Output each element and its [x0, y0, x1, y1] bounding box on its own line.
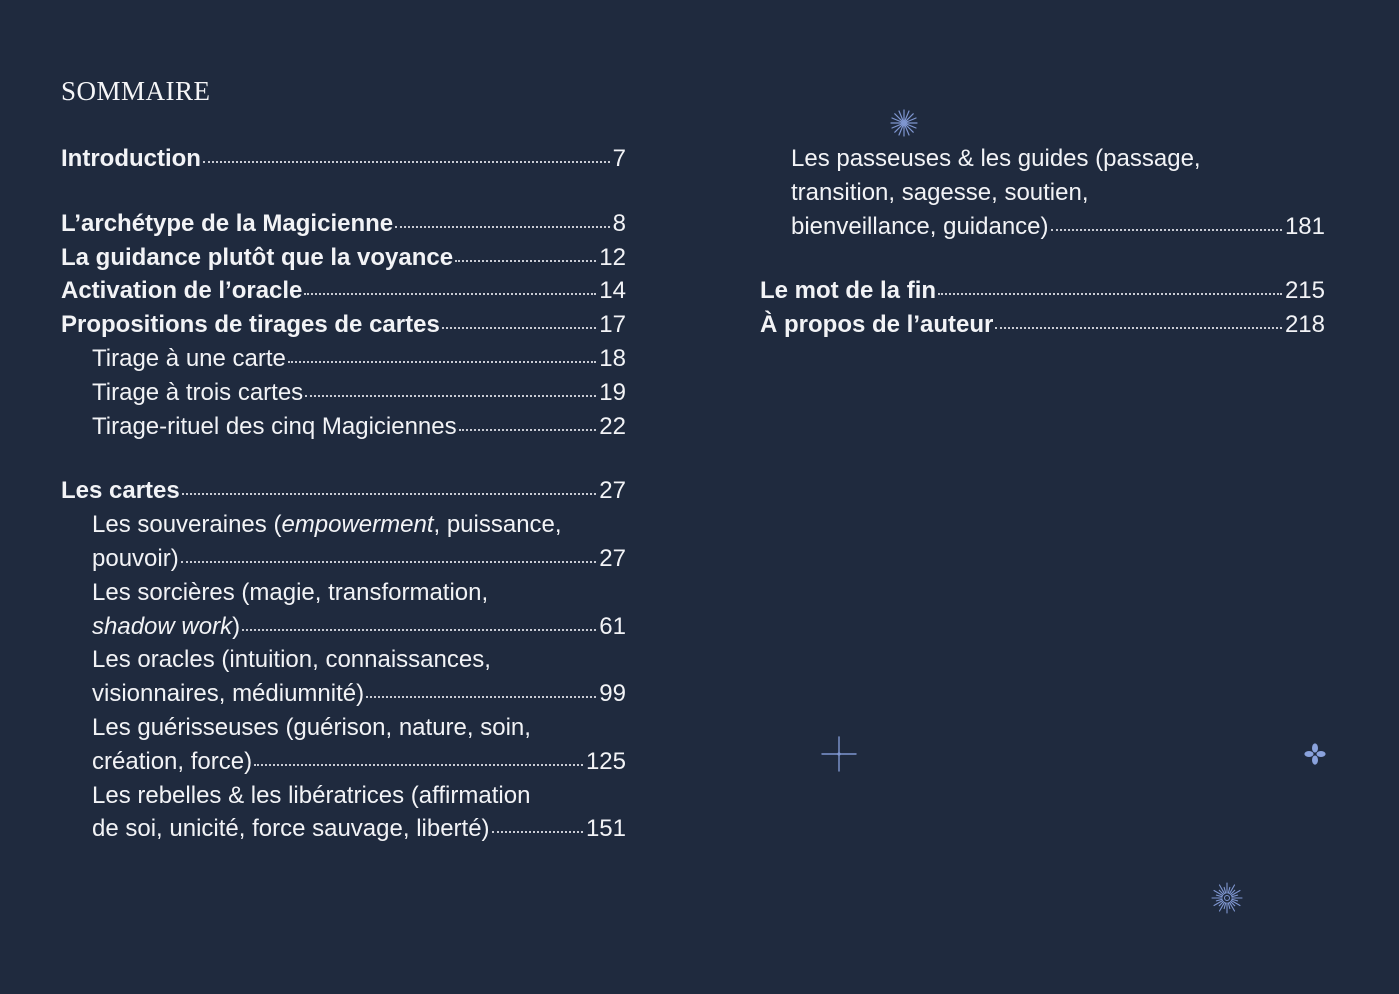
toc-label-line1: Les rebelles & les libératrices (affirmation: [92, 781, 531, 809]
toc-label: Propositions de tirages de cartes: [61, 311, 440, 339]
leader-dots: [288, 361, 596, 363]
toc-label-line2: visionnaires, médiumnité): [92, 680, 365, 708]
page-number: 22: [599, 412, 626, 440]
toc-entry-a-propos[interactable]: [760, 308, 1325, 342]
toc-entry-oracles[interactable]: [61, 643, 626, 711]
toc-label-line2: pouvoir): [92, 544, 179, 572]
leader-dots: [242, 629, 596, 631]
toc-label: Tirage à trois cartes: [92, 378, 304, 406]
toc-label: Activation de l’oracle: [61, 277, 303, 305]
leader-dots: [254, 764, 583, 766]
leader-dots: [366, 696, 596, 698]
leader-dots: [455, 260, 596, 262]
toc-entry-tirage-rituel[interactable]: [61, 410, 626, 444]
page-number: 27: [599, 477, 626, 505]
page-number: 151: [585, 815, 626, 843]
toc-label-line1: Les guérisseuses (guérison, nature, soin,: [92, 713, 531, 741]
leader-dots: [492, 831, 583, 833]
page-number: 99: [599, 680, 626, 708]
page-number: 12: [599, 243, 626, 271]
toc-entry-tirage-trois-cartes[interactable]: [61, 376, 626, 410]
toc-label: Tirage-rituel des cinq Magiciennes: [92, 412, 457, 440]
toc-left-column: [61, 142, 626, 846]
toc-label-line1: Les souveraines (empowerment, puissance,: [92, 511, 562, 539]
page-title: SOMMAIRE: [61, 76, 211, 106]
toc-label-line3: bienveillance, guidance): [791, 212, 1049, 240]
toc-entry-introduction[interactable]: [61, 142, 626, 176]
page-number: 27: [599, 544, 626, 572]
toc-entry-mot-de-la-fin[interactable]: [760, 274, 1325, 308]
toc-label: Tirage à une carte: [92, 344, 286, 372]
toc-label: Introduction: [61, 145, 201, 172]
page-number: 8: [612, 209, 626, 237]
toc-label-line2: transition, sagesse, soutien,: [791, 178, 1089, 206]
sunburst-icon: [1210, 881, 1244, 915]
page-number: 14: [599, 277, 626, 305]
toc-label: L’archétype de la Magicienne: [61, 209, 394, 237]
page-number: 181: [1284, 212, 1325, 240]
page-number: 61: [599, 612, 626, 640]
leader-dots: [181, 561, 597, 563]
toc-entry-rebelles[interactable]: [61, 779, 626, 847]
toc-entry-guidance[interactable]: [61, 241, 626, 275]
leader-dots: [395, 226, 610, 228]
page-number: 7: [612, 145, 626, 172]
four-point-star-icon: [821, 736, 857, 772]
leader-dots: [459, 429, 597, 431]
leader-dots: [442, 327, 597, 329]
leader-dots: [203, 161, 610, 163]
toc-label: La guidance plutôt que la voyance: [61, 243, 454, 271]
leader-dots: [995, 327, 1282, 329]
toc-label: Les cartes: [61, 477, 180, 505]
toc-entry-archetype[interactable]: [61, 207, 626, 241]
toc-label-line1: Les sorcières (magie, transformation,: [92, 578, 489, 606]
page-number: 215: [1284, 277, 1325, 305]
toc-label: Le mot de la fin: [760, 277, 937, 305]
toc-label-line2: shadow work): [92, 612, 241, 640]
toc-entry-les-cartes[interactable]: [61, 474, 626, 508]
toc-label: À propos de l’auteur: [760, 311, 994, 339]
toc-label-line2: création, force): [92, 747, 253, 775]
leader-dots: [304, 293, 596, 295]
starburst-icon: [889, 108, 919, 138]
toc-label-line2: de soi, unicité, force sauvage, liberté): [92, 815, 490, 843]
leader-dots: [938, 293, 1282, 295]
page-number: 218: [1284, 311, 1325, 339]
page-number: 125: [585, 747, 626, 775]
toc-entry-souveraines[interactable]: [61, 508, 626, 576]
toc-entry-guerisseuses[interactable]: [61, 711, 626, 779]
toc-entry-activation[interactable]: [61, 274, 626, 308]
leader-dots: [305, 395, 596, 397]
toc-entry-propositions[interactable]: [61, 308, 626, 342]
toc-label-line1: Les passeuses & les guides (passage,: [791, 145, 1201, 172]
page-number: 19: [599, 378, 626, 406]
page-number: 17: [599, 311, 626, 339]
leader-dots: [1051, 229, 1282, 231]
four-petal-flower-icon: [1304, 743, 1326, 765]
toc-entry-sorcieres[interactable]: [61, 576, 626, 644]
toc-entry-tirage-une-carte[interactable]: [61, 342, 626, 376]
leader-dots: [182, 493, 597, 495]
toc-right-column: [760, 142, 1325, 342]
toc-label-line1: Les oracles (intuition, connaissances,: [92, 646, 491, 674]
toc-entry-passeuses[interactable]: [760, 142, 1325, 243]
page-number: 18: [599, 344, 626, 372]
